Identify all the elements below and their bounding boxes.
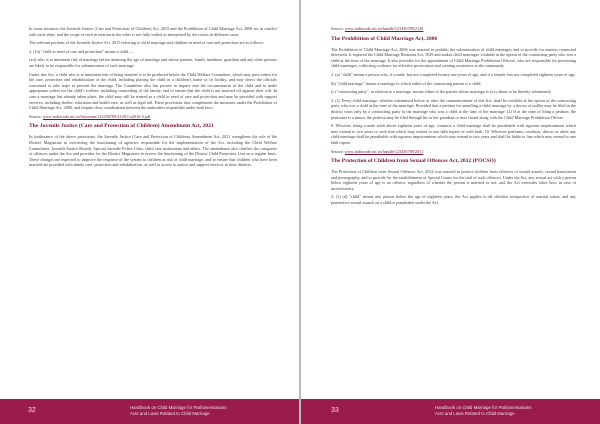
body-paragraph: In some instances the Juvenile Justice (Care and Protection of Children) Act, 2015 and the Prohibition of Child Marriage Act, 2006 act in conflict with each other, and the scope of each in relation to the other is not fully settled as interpreted by the courts in different cases. (29, 26, 277, 37)
source-link[interactable]: www.indiacode.nic.in/handle/123456789/2148 (344, 26, 424, 31)
footer-text (130, 405, 226, 417)
source-label: Source: (331, 26, 344, 31)
right-page-content (331, 26, 576, 392)
body-paragraph: The Prohibition of Child Marriage Act, 2006 was enacted to prohibit the solemnisation of child marriages and to provide for matters connected therewith. It replaced the Child Marriage Restraint Act, 1929 and makes child marriages voidable at the option of the contracting party who was a child at the time of the marriage. It also provides for the appointment of Child Marriage Prohibition Officers, who are responsible for preventing child marriages, collecting evidence for effective prosecution and creating awareness in the community. (331, 46, 576, 69)
footer-line-1: Handbook on Child Marriage for Parliamentarians (435, 405, 532, 410)
source-line (331, 26, 576, 32)
footer-line-2: Acts and Laws Related to Child Marriage (130, 411, 210, 416)
body-paragraph: 9. Whoever, being a male adult above eighteen years of age, contracts a child marriage shall be punishable with rigorous imprisonment which may extend to two years or with fine which may extend to one lakh rupees or with both. 10. Whoever performs, conducts, directs or abets any child marriage shall be punishable with rigorous imprisonment which may extend to two years and shall be liable to fine which may extend to one lakh rupees. (331, 123, 576, 145)
page-number: 32 (28, 407, 36, 414)
body-paragraph: 3. (1) Every child marriage, whether solemnised before or after the commencement of this Act, shall be voidable at the option of the contracting party who was a child at the time of the marriage: Provided that a petition for annulling a child marriage by a decree of nullity may be filed in the district court only by a contracting party to the marriage who was a child at the time of the marriage. (2) If at the time of filing a petition, the petitioner is a minor, the petition may be filed through his or her guardian or next friend along with the Child Marriage Prohibition Officer. (331, 97, 576, 120)
body-paragraph: The relevant portions of the Juvenile Justice Act, 2015 referring to child marriage and children in need of care and protection are as follows: (29, 40, 264, 46)
right-page (301, 0, 600, 424)
source-link[interactable]: www.indiacode.nic.in/handle/123456789/2051 (344, 148, 424, 154)
body-paragraph: 2. (14) "child in need of care and protection" means a child — (29, 48, 134, 54)
source-label: Source: (331, 148, 344, 154)
section-heading: The Juvenile Justice (Care and Protection of Children) Amendment Act, 2021 (29, 123, 214, 130)
body-paragraph: 2. (1) (d) "child" means any person below the age of eighteen years; the Act applies to all children irrespective of marital status, and any penetrative sexual assault on a child is punishable under the Act. (331, 194, 576, 206)
page-number: 33 (331, 407, 339, 414)
source-line (331, 149, 576, 155)
body-paragraph: (b) "child marriage" means a marriage to which either of the contracting parties is a child; (331, 80, 482, 86)
footer-line-2: Acts and Laws Related to Child Marriage (435, 411, 515, 416)
body-paragraph: In furtherance of the above provisions, the Juvenile Justice (Care and Protection of Children) Amendment Act, 2021 strengthens the role of the District Magistrate in overseeing the functioning of agencies responsible for the implementation of the Act, including the Child Welfare Committees, Juvenile Justice Boards, Special Juvenile Police Units, child care institutions and others. The amendment also clarifies the categories of offences under the Act and provides for the District Magistrate to review the functioning of the District Child Protection Unit on a regular basis. These changes are expected to improve the response of the system to children at risk of child marriage, and to ensure that children who have been married are provided with timely care, protection and rehabilitation, as well as access to justice and support services in their districts. (29, 134, 277, 168)
right-page-footer (301, 399, 600, 424)
section-heading: The Protection of Children from Sexual Offences Act, 2012 (POCSO) (331, 158, 496, 165)
section-heading: The Prohibition of Child Marriage Act, 2006 (331, 35, 438, 42)
body-paragraph: Under this Act, a child who is at imminent risk of being married is to be produced before the Child Welfare Committee, which may pass orders for the care, protection and rehabilitation of the child, including placing the child in a children's home or fit facility, and may direct the officials concerned to take steps to prevent the marriage. The Committee also has powers to inquire into the circumstances of the child and to make appropriate orders for the child's welfare, including counselling of the family, and to ensure that the child is not married off against their will. In case a marriage has already taken place, the child may still be treated as a child in need of care and protection and may be provided with support services, including shelter, education and health care, as well as legal aid. These provisions thus complement the measures under the Prohibition of Child Marriage Act, 2006, and require close coordination between the authorities responsible under both laws. (29, 71, 277, 111)
body-paragraph: The Protection of Children from Sexual Offences Act, 2012 was enacted to protect children from offences of sexual assault, sexual harassment and pornography, and to provide for the establishment of Special Courts for the trial of such offences. Under the Act, any sexual act with a person below eighteen years of age is an offence, regardless of whether the person is married or not, and the Act overrides other laws in case of inconsistency. (331, 169, 576, 191)
left-page-content (29, 26, 277, 392)
source-link[interactable]: www.indiacode.nic.in/bitstream/123456789/2148/1/a2016-2.pdf (42, 113, 151, 119)
body-paragraph: (c) "contracting party", in relation to a marriage, means either of the parties whose marriage is or is about to be thereby solemnised; (331, 89, 552, 95)
body-paragraph: (xii) who is at imminent risk of marriage before attaining the age of marriage and whose parents, family members, guardian and any other persons are likely to be responsible for solemnisation of such marriage; (29, 57, 277, 68)
left-page (0, 0, 299, 424)
left-page-footer (0, 399, 299, 424)
source-line (29, 114, 277, 120)
footer-line-1: Handbook on Child Marriage for Parliamentarians (130, 405, 227, 410)
footer-text (435, 405, 531, 417)
body-paragraph: 2. (a) "child" means a person who, if a male, has not completed twenty-one years of age, and if a female, has not completed eighteen years of age; (331, 71, 576, 77)
source-label: Source: (29, 113, 42, 119)
